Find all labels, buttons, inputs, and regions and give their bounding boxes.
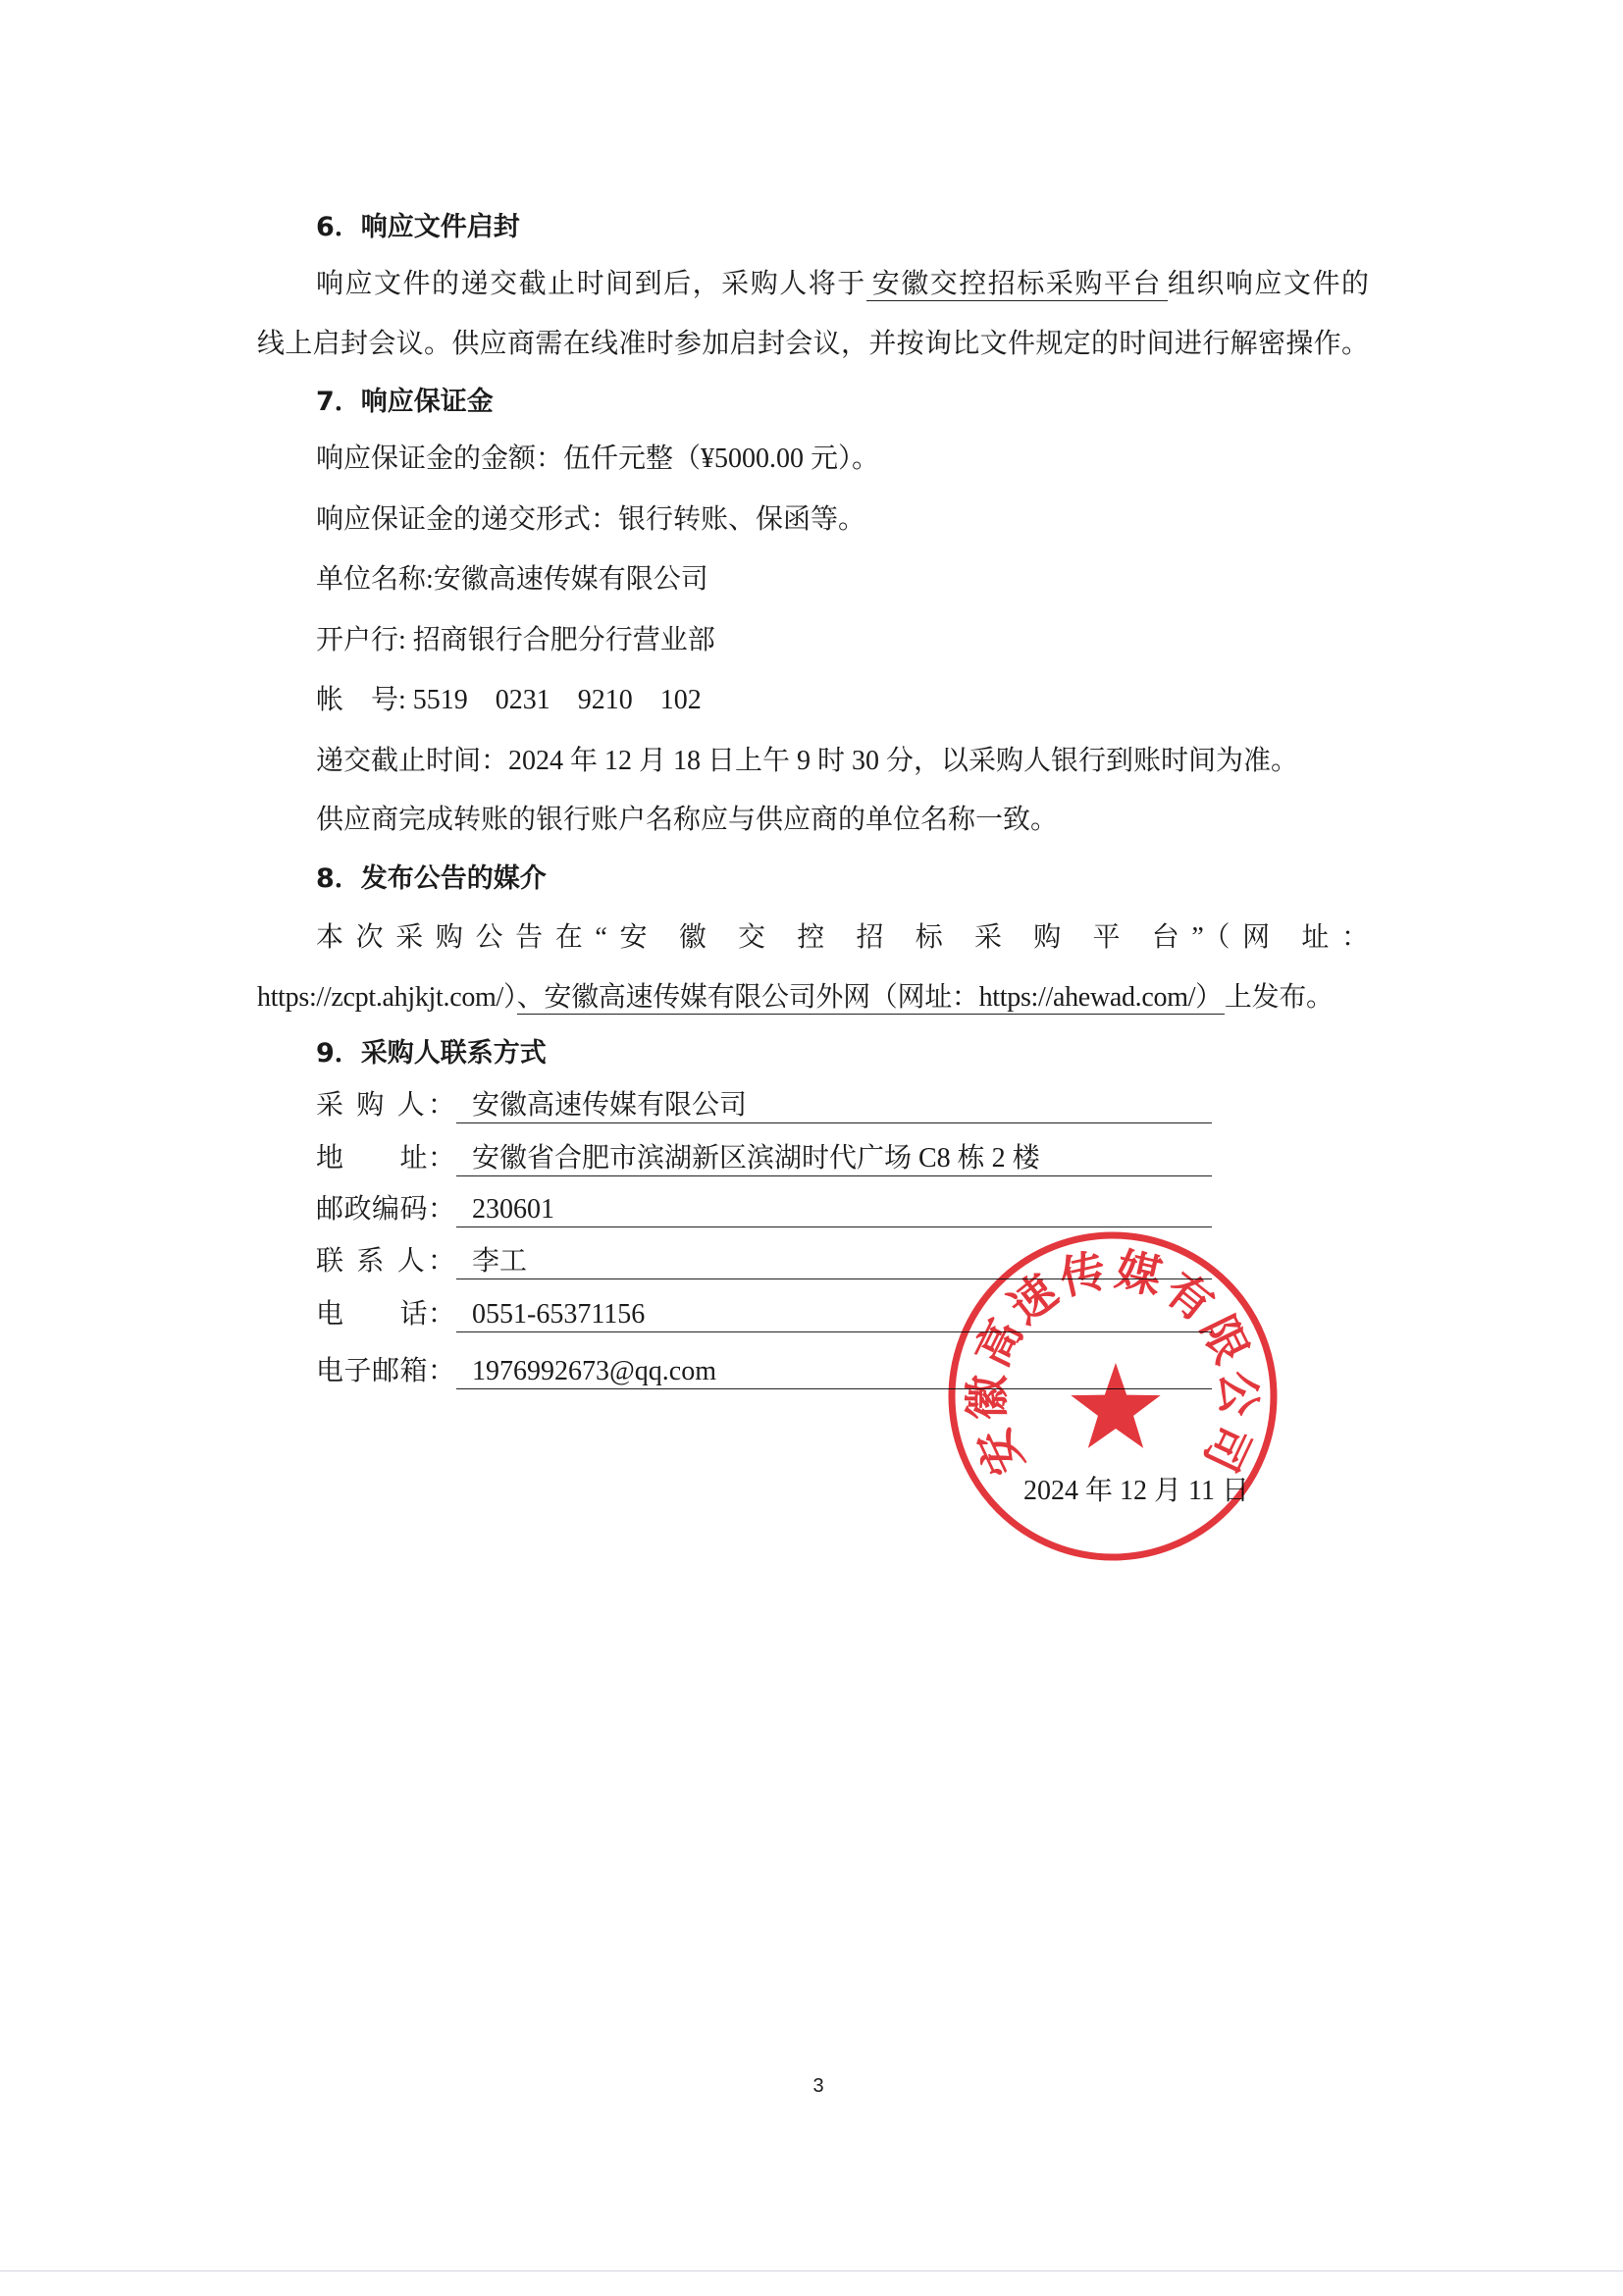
contact-value: 安徽高速传媒有限公司: [456, 1086, 1212, 1123]
deposit-note: 供应商完成转账的银行账户名称应与供应商的单位名称一致。: [316, 805, 1059, 835]
contact-value: 安徽省合肥市滨湖新区滨湖时代广场 C8 栋 2 楼: [456, 1139, 1212, 1176]
contact-value: 1976992673@qq.com: [456, 1352, 1212, 1389]
company-website-underlined: 、安徽高速传媒有限公司外网（网址：https://ahewad.com/）: [516, 982, 1223, 1013]
seal-star-icon: [1071, 1363, 1160, 1448]
section-8-text-post: 上发布。: [1224, 982, 1334, 1013]
section-6-heading: 6．响应文件启封: [316, 212, 520, 242]
platform-name-underlined: 安徽交控招标采购平台: [866, 269, 1168, 301]
contact-label: 邮政编码：: [316, 1194, 455, 1225]
seal-text-path: 安徽高速传媒有限公司: [960, 1242, 1266, 1484]
company-seal: [941, 1225, 1284, 1568]
contact-label: 电 话：: [316, 1299, 455, 1330]
signature-date: 2024 年 12 月 11 日: [1023, 1476, 1249, 1506]
section-6-paragraph-line-1: [316, 265, 1369, 304]
account-bank: 开户行: 招商银行合肥分行营业部: [316, 625, 715, 655]
contact-value: 李工: [456, 1242, 1212, 1279]
platform-url: https://zcpt.ahjkjt.com/）: [257, 982, 517, 1013]
deposit-amount: 响应保证金的金额：伍仟元整（¥5000.00 元）。: [316, 444, 880, 474]
section-9-heading: 9．采购人联系方式: [316, 1038, 547, 1069]
contact-label: 采 购 人：: [316, 1090, 455, 1121]
section-8-line-2: [257, 978, 1334, 1018]
contact-row-purchaser: [316, 1086, 1219, 1125]
section-6-paragraph-line-2: 线上启封会议。供应商需在线准时参加启封会议，并按询比文件规定的时间进行解密操作。: [257, 329, 1369, 359]
contact-label: 地 址：: [316, 1143, 455, 1174]
section-8-line-1: 本次采购公告在“安 徽 交 控 招 标 采 购 平 台”（网 址：: [316, 922, 1369, 953]
contact-value: 0551-65371156: [456, 1295, 1212, 1332]
contact-row-postcode: [316, 1190, 1219, 1229]
contact-row-address: [316, 1139, 1219, 1178]
deposit-form: 响应保证金的递交形式：银行转账、保函等。: [316, 504, 866, 535]
deposit-deadline: 递交截止时间：2024 年 12 月 18 日上午 9 时 30 分，以采购人银行到账时间为准。: [316, 746, 1299, 776]
section-6-text-pre: 响应文件的递交截止时间到后，采购人将于: [316, 269, 866, 299]
contact-value: 230601: [456, 1190, 1212, 1227]
scan-divider: [0, 2270, 1623, 2271]
section-6-text-post: 组织响应文件的: [1167, 269, 1369, 299]
section-8-heading: 8．发布公告的媒介: [316, 863, 547, 894]
page-number: 3: [812, 2075, 824, 2097]
contact-label: 联 系 人：: [316, 1246, 455, 1277]
account-holder: 单位名称:安徽高速传媒有限公司: [316, 564, 708, 595]
contact-label: 电子邮箱：: [316, 1356, 455, 1386]
section-7-heading: 7．响应保证金: [316, 387, 494, 417]
account-number: 帐 号: 5519 0231 9210 102: [316, 685, 702, 715]
